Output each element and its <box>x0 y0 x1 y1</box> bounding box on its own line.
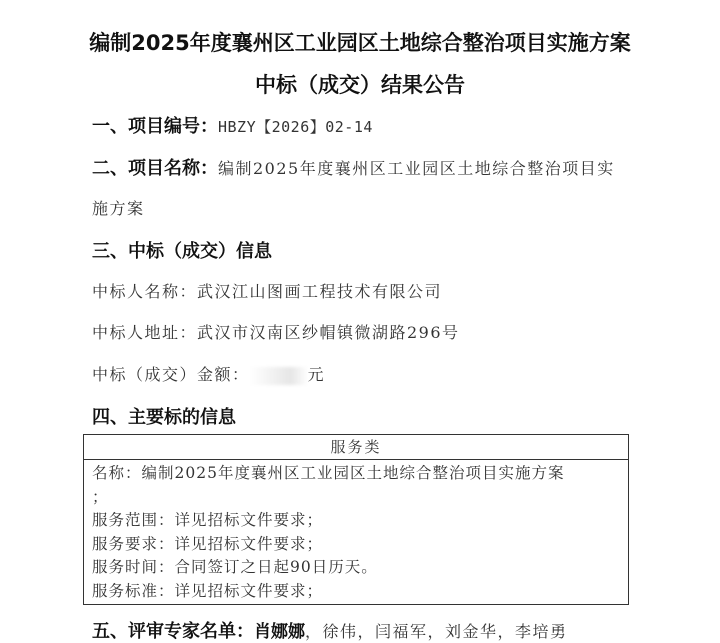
page-title-line2: 中标（成交）结果公告 <box>255 73 465 97</box>
expert-others: ，徐伟，闫福军，刘金华，李培勇 <box>305 622 568 641</box>
service-requirements: 服务要求：详见招标文件要求； <box>92 534 324 553</box>
project-name-continuation <box>92 196 145 219</box>
bid-amount-unit: 元 <box>307 365 326 384</box>
winner-name: 中标人名称：武汉江山图画工程技术有限公司 <box>92 282 443 301</box>
service-name-continuation: ； <box>92 487 109 506</box>
winner-info-heading: 三、中标（成交）信息 <box>92 241 272 262</box>
bid-amount-row <box>92 362 325 385</box>
project-number-label: 一、项目编号： <box>92 116 218 137</box>
bid-amount-label: 中标（成交）金额： <box>92 365 250 384</box>
service-standard: 服务标准：详见招标文件要求； <box>92 581 324 600</box>
expert-first: 肖娜娜 <box>254 622 305 642</box>
service-scope: 服务范围：详见招标文件要求； <box>92 511 324 530</box>
page-title-line1: 编制2025年度襄州区工业园区土地综合整治项目实施方案 <box>89 31 631 55</box>
redacted-amount <box>250 367 308 385</box>
project-name-label: 二、项目名称： <box>92 158 218 179</box>
project-number-row <box>92 112 373 138</box>
project-name-value-line1: 编制2025年度襄州区工业园区土地综合整治项目实 <box>218 159 615 178</box>
service-name: 名称：编制2025年度襄州区工业园区土地综合整治项目实施方案 <box>92 464 565 482</box>
project-name-row <box>92 154 615 180</box>
service-table-header: 服务类 <box>84 435 628 460</box>
service-time: 服务时间：合同签订之日起90日历天。 <box>92 558 378 577</box>
expert-list-label: 五、评审专家名单： <box>92 621 254 642</box>
project-number-value: HBZY【2026】02-14 <box>218 118 373 136</box>
expert-list-row <box>92 617 568 643</box>
project-name-value-line2: 施方案 <box>92 199 145 218</box>
service-table-body <box>84 460 628 604</box>
main-subject-heading: 四、主要标的信息 <box>92 407 236 428</box>
winner-address: 中标人地址：武汉市汉南区纱帽镇微湖路296号 <box>92 323 460 342</box>
service-table <box>83 434 629 605</box>
